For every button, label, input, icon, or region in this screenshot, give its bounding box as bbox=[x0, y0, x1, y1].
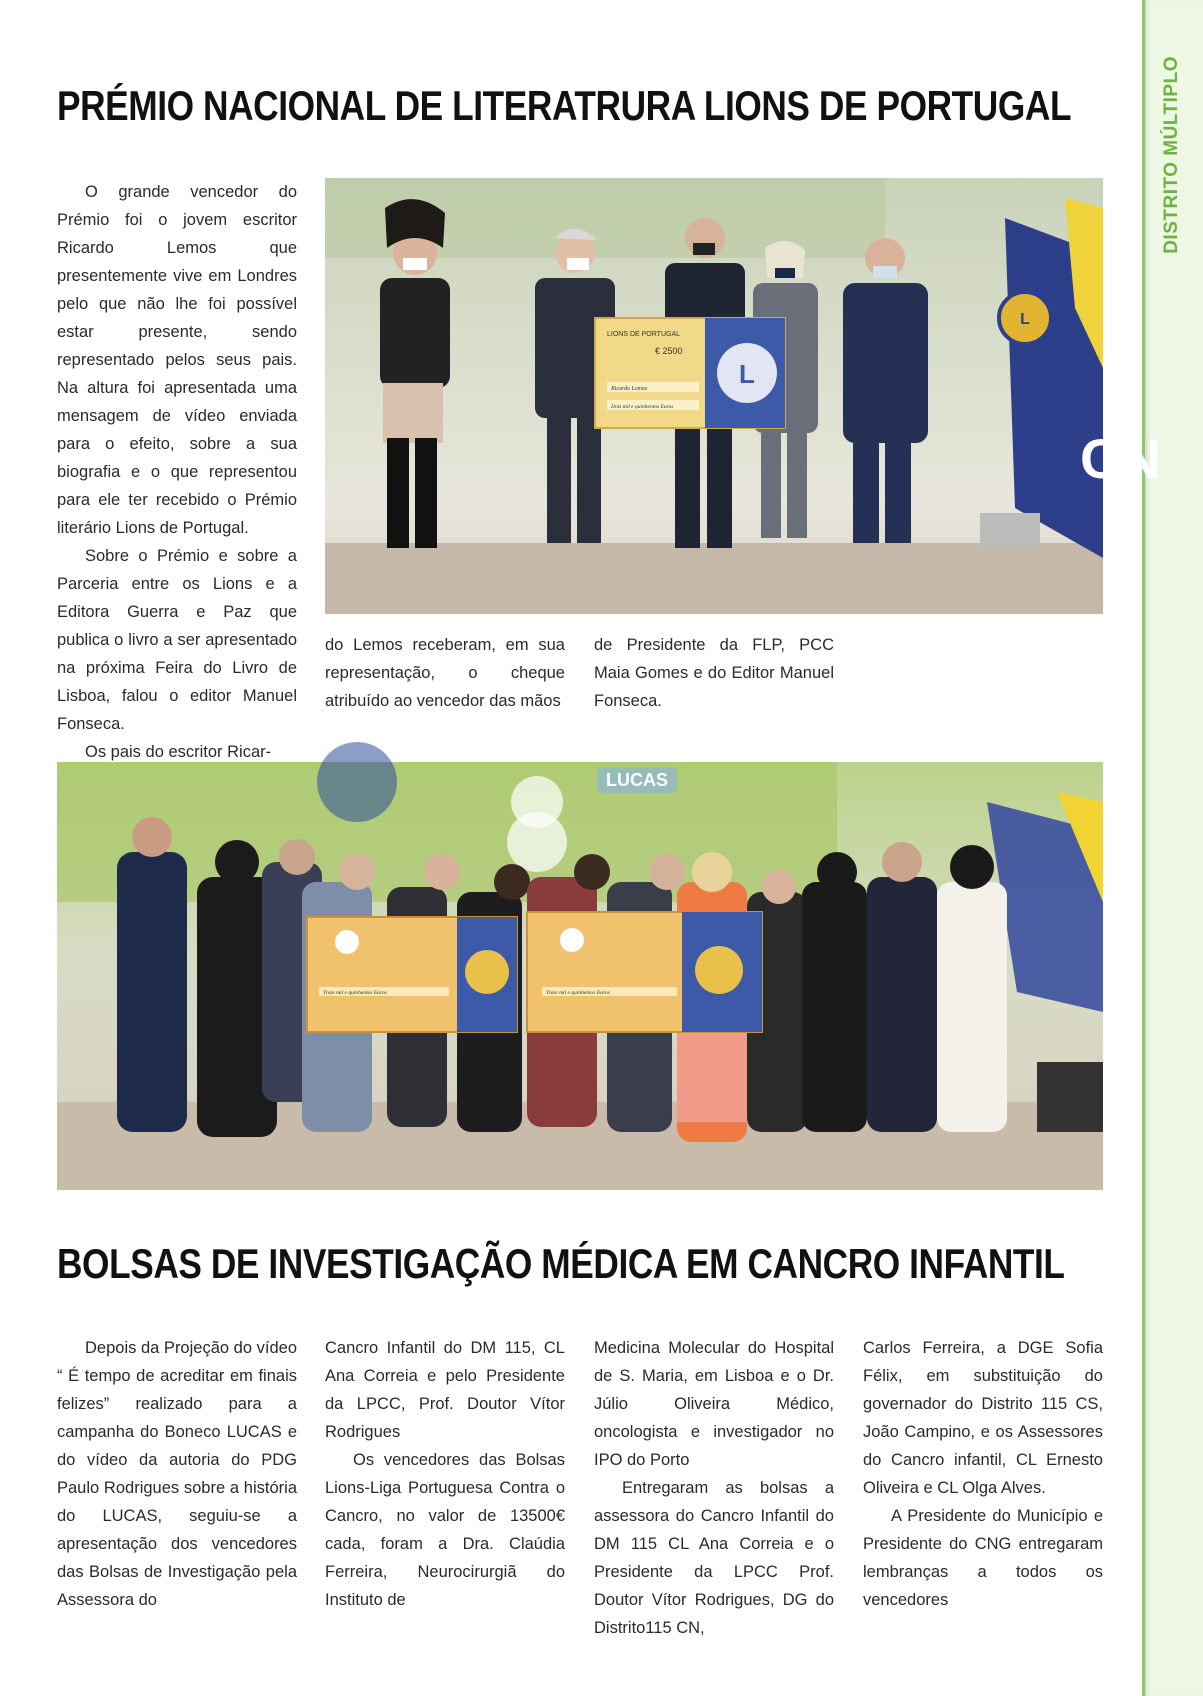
paragraph: Os pais do escritor Ricar- bbox=[85, 743, 272, 761]
svg-text:L: L bbox=[1020, 311, 1030, 328]
paragraph: Entregaram as bolsas a assessora do Cancro Infantil do DM 115 CL Ana Correia e o Presidente da LPCC Prof. Doutor Vítor Rodrigues, DG do Distrito115 CN, bbox=[594, 1479, 834, 1637]
group-photo-image bbox=[57, 762, 1103, 1190]
paragraph: Cancro Infantil do DM 115, CL Ana Correia e pelo Presidente da LPCC, Prof. Doutor Vítor Rodrigues bbox=[325, 1339, 565, 1441]
award-photo bbox=[325, 178, 1161, 614]
paragraph: Carlos Ferreira, a DGE Sofia Félix, em substituição do governador do Distrito 115 CS, João Campino, e os Assessores do Cancro infantil, CL Ernesto Oliveira e CL Olga Alves. bbox=[863, 1339, 1103, 1497]
svg-text:Treze mil e quinhentos Euros: Treze mil e quinhentos Euros bbox=[546, 990, 610, 996]
svg-text:LUCAS: LUCAS bbox=[606, 770, 668, 790]
section-label-text: DISTRITO MÚLTIPLO bbox=[1161, 56, 1182, 254]
svg-text:Ricardo Lemos: Ricardo Lemos bbox=[611, 386, 648, 392]
giant-check bbox=[595, 318, 785, 428]
paragraph: Medicina Molecular do Hospital de S. Maria, em Lisboa e o Dr. Júlio Oliveira Médico, oncologista e investigador no IPO do Porto bbox=[594, 1339, 834, 1469]
paragraph: do Lemos receberam, em sua representação, o cheque atribuído ao vencedor das mãos bbox=[325, 636, 565, 710]
paragraph: de Presidente da FLP, PCC Maia Gomes e do Editor Manuel Fonseca. bbox=[594, 636, 834, 710]
article2-column-4 bbox=[863, 1334, 1103, 1614]
giant-check-1 bbox=[307, 917, 517, 1032]
article2-column-2 bbox=[325, 1334, 565, 1614]
svg-text:LIONS DE PORTUGAL: LIONS DE PORTUGAL bbox=[607, 331, 681, 338]
article1-column-2 bbox=[325, 631, 565, 715]
giant-check-2 bbox=[527, 912, 762, 1032]
article2-column-1 bbox=[57, 1334, 297, 1614]
section-label bbox=[1144, 45, 1200, 265]
paragraph: A Presidente do Município e Presidente do CNG entregaram lembranças a todos os vencedores bbox=[863, 1507, 1103, 1609]
svg-text:Treze mil e quinhentos Euros: Treze mil e quinhentos Euros bbox=[323, 990, 387, 996]
article1-column-1 bbox=[57, 178, 297, 766]
paragraph: Os vencedores das Bolsas Lions-Liga Portuguesa Contra o Cancro, no valor de 13500€ cada, foram a Dra. Claúdia Ferreira, Neurocirurgiã do Instituto de bbox=[325, 1451, 565, 1609]
svg-text:CN: CN bbox=[1080, 427, 1161, 490]
group-photo bbox=[57, 762, 1103, 1190]
svg-text:€ 2500: € 2500 bbox=[655, 346, 683, 356]
award-photo-image bbox=[325, 178, 1161, 614]
article1-column-3 bbox=[594, 631, 834, 715]
article1-title: PRÉMIO NACIONAL DE LITERATRURA LIONS DE PORTUGAL bbox=[57, 82, 1072, 129]
svg-text:Dois mil e quinhentos Euros: Dois mil e quinhentos Euros bbox=[611, 404, 674, 410]
paragraph: Depois da Projeção do vídeo “ É tempo de acreditar em finais felizes” realizado para a campanha do Boneco LUCAS e do vídeo da autoria do PDG Paulo Rodrigues sobre a história do LUCAS, seguiu-se a apresentação dos vencedores das Bolsas de Investigação pela Assessora do bbox=[57, 1339, 297, 1609]
article2-column-3 bbox=[594, 1334, 834, 1642]
paragraph: Sobre o Prémio e sobre a Parceria entre os Lions e a Editora Guerra e Paz que publica o livro a ser apresentado na próxima Feira do Livro de Lisboa, falou o editor Manuel Fonseca. bbox=[57, 547, 297, 733]
svg-text:L: L bbox=[739, 359, 755, 389]
paragraph: O grande vencedor do Prémio foi o jovem escritor Ricardo Lemos que presentemente vive em Londres pelo que não lhe foi possível estar presente, sendo representado pelos seus pais. Na altura foi apresentada uma mensagem de vídeo enviada para o efeito, sobre a sua biografia e o que representou para ele ter recebido o Prémio literário Lions de Portugal. bbox=[57, 183, 297, 537]
article2-title: BOLSAS DE INVESTIGAÇÃO MÉDICA EM CANCRO INFANTIL bbox=[57, 1240, 1065, 1287]
